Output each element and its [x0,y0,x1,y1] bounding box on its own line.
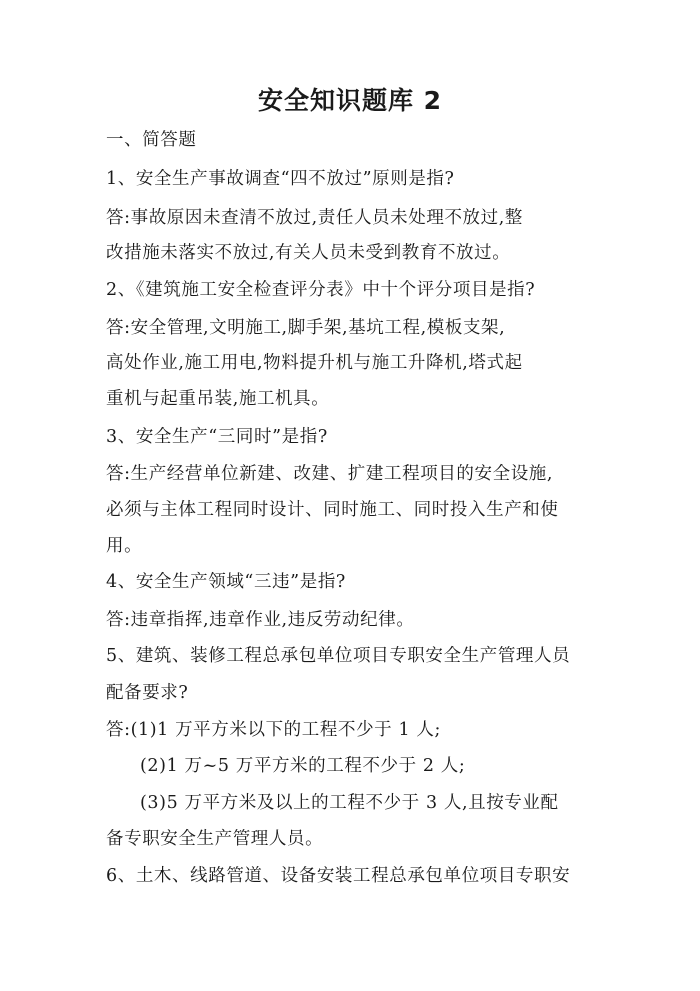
answer-5-line-1: 答:(1)1 万平方米以下的工程不少于 1 人; [106,720,441,740]
question-5-line-1: 5、建筑、装修工程总承包单位项目专职安全生产管理人员 [106,646,571,666]
answer-2-line-3: 重机与起重吊装,施工机具。 [106,389,330,409]
answer-5-line-2: (2)1 万~5 万平方米的工程不少于 2 人; [140,756,466,776]
question-2: 2、《建筑施工安全检查评分表》中十个评分项目是指? [106,280,536,300]
section-heading: 一、简答题 [106,130,197,150]
answer-1-line-2: 改措施未落实不放过,有关人员未受到教育不放过。 [106,243,511,263]
answer-1-line-1: 答:事故原因未查清不放过,责任人员未处理不放过,整 [106,208,524,228]
document-title: 安全知识题库 2 [257,86,443,115]
question-6-line-1: 6、土木、线路管道、设备安装工程总承包单位项目专职安 [106,866,571,886]
answer-2-line-1: 答:安全管理,文明施工,脚手架,基坑工程,模板支架, [106,318,506,338]
question-3: 3、安全生产“三同时”是指? [106,427,328,447]
question-1: 1、安全生产事故调查“四不放过”原则是指? [106,169,455,189]
answer-2-line-2: 高处作业,施工用电,物料提升机与施工升降机,塔式起 [106,353,523,373]
question-4: 4、安全生产领域“三违”是指? [106,572,346,592]
answer-3-line-1: 答:生产经营单位新建、改建、扩建工程项目的安全设施, [106,464,554,484]
answer-3-line-3: 用。 [106,536,143,556]
answer-4: 答:违章指挥,违章作业,违反劳动纪律。 [106,610,415,630]
question-5-line-2: 配备要求? [106,683,189,703]
answer-5-line-3: (3)5 万平方米及以上的工程不少于 3 人,且按专业配 [140,793,559,813]
answer-5-line-4: 备专职安全生产管理人员。 [106,829,324,849]
answer-3-line-2: 必须与主体工程同时设计、同时施工、同时投入生产和使 [106,500,559,520]
